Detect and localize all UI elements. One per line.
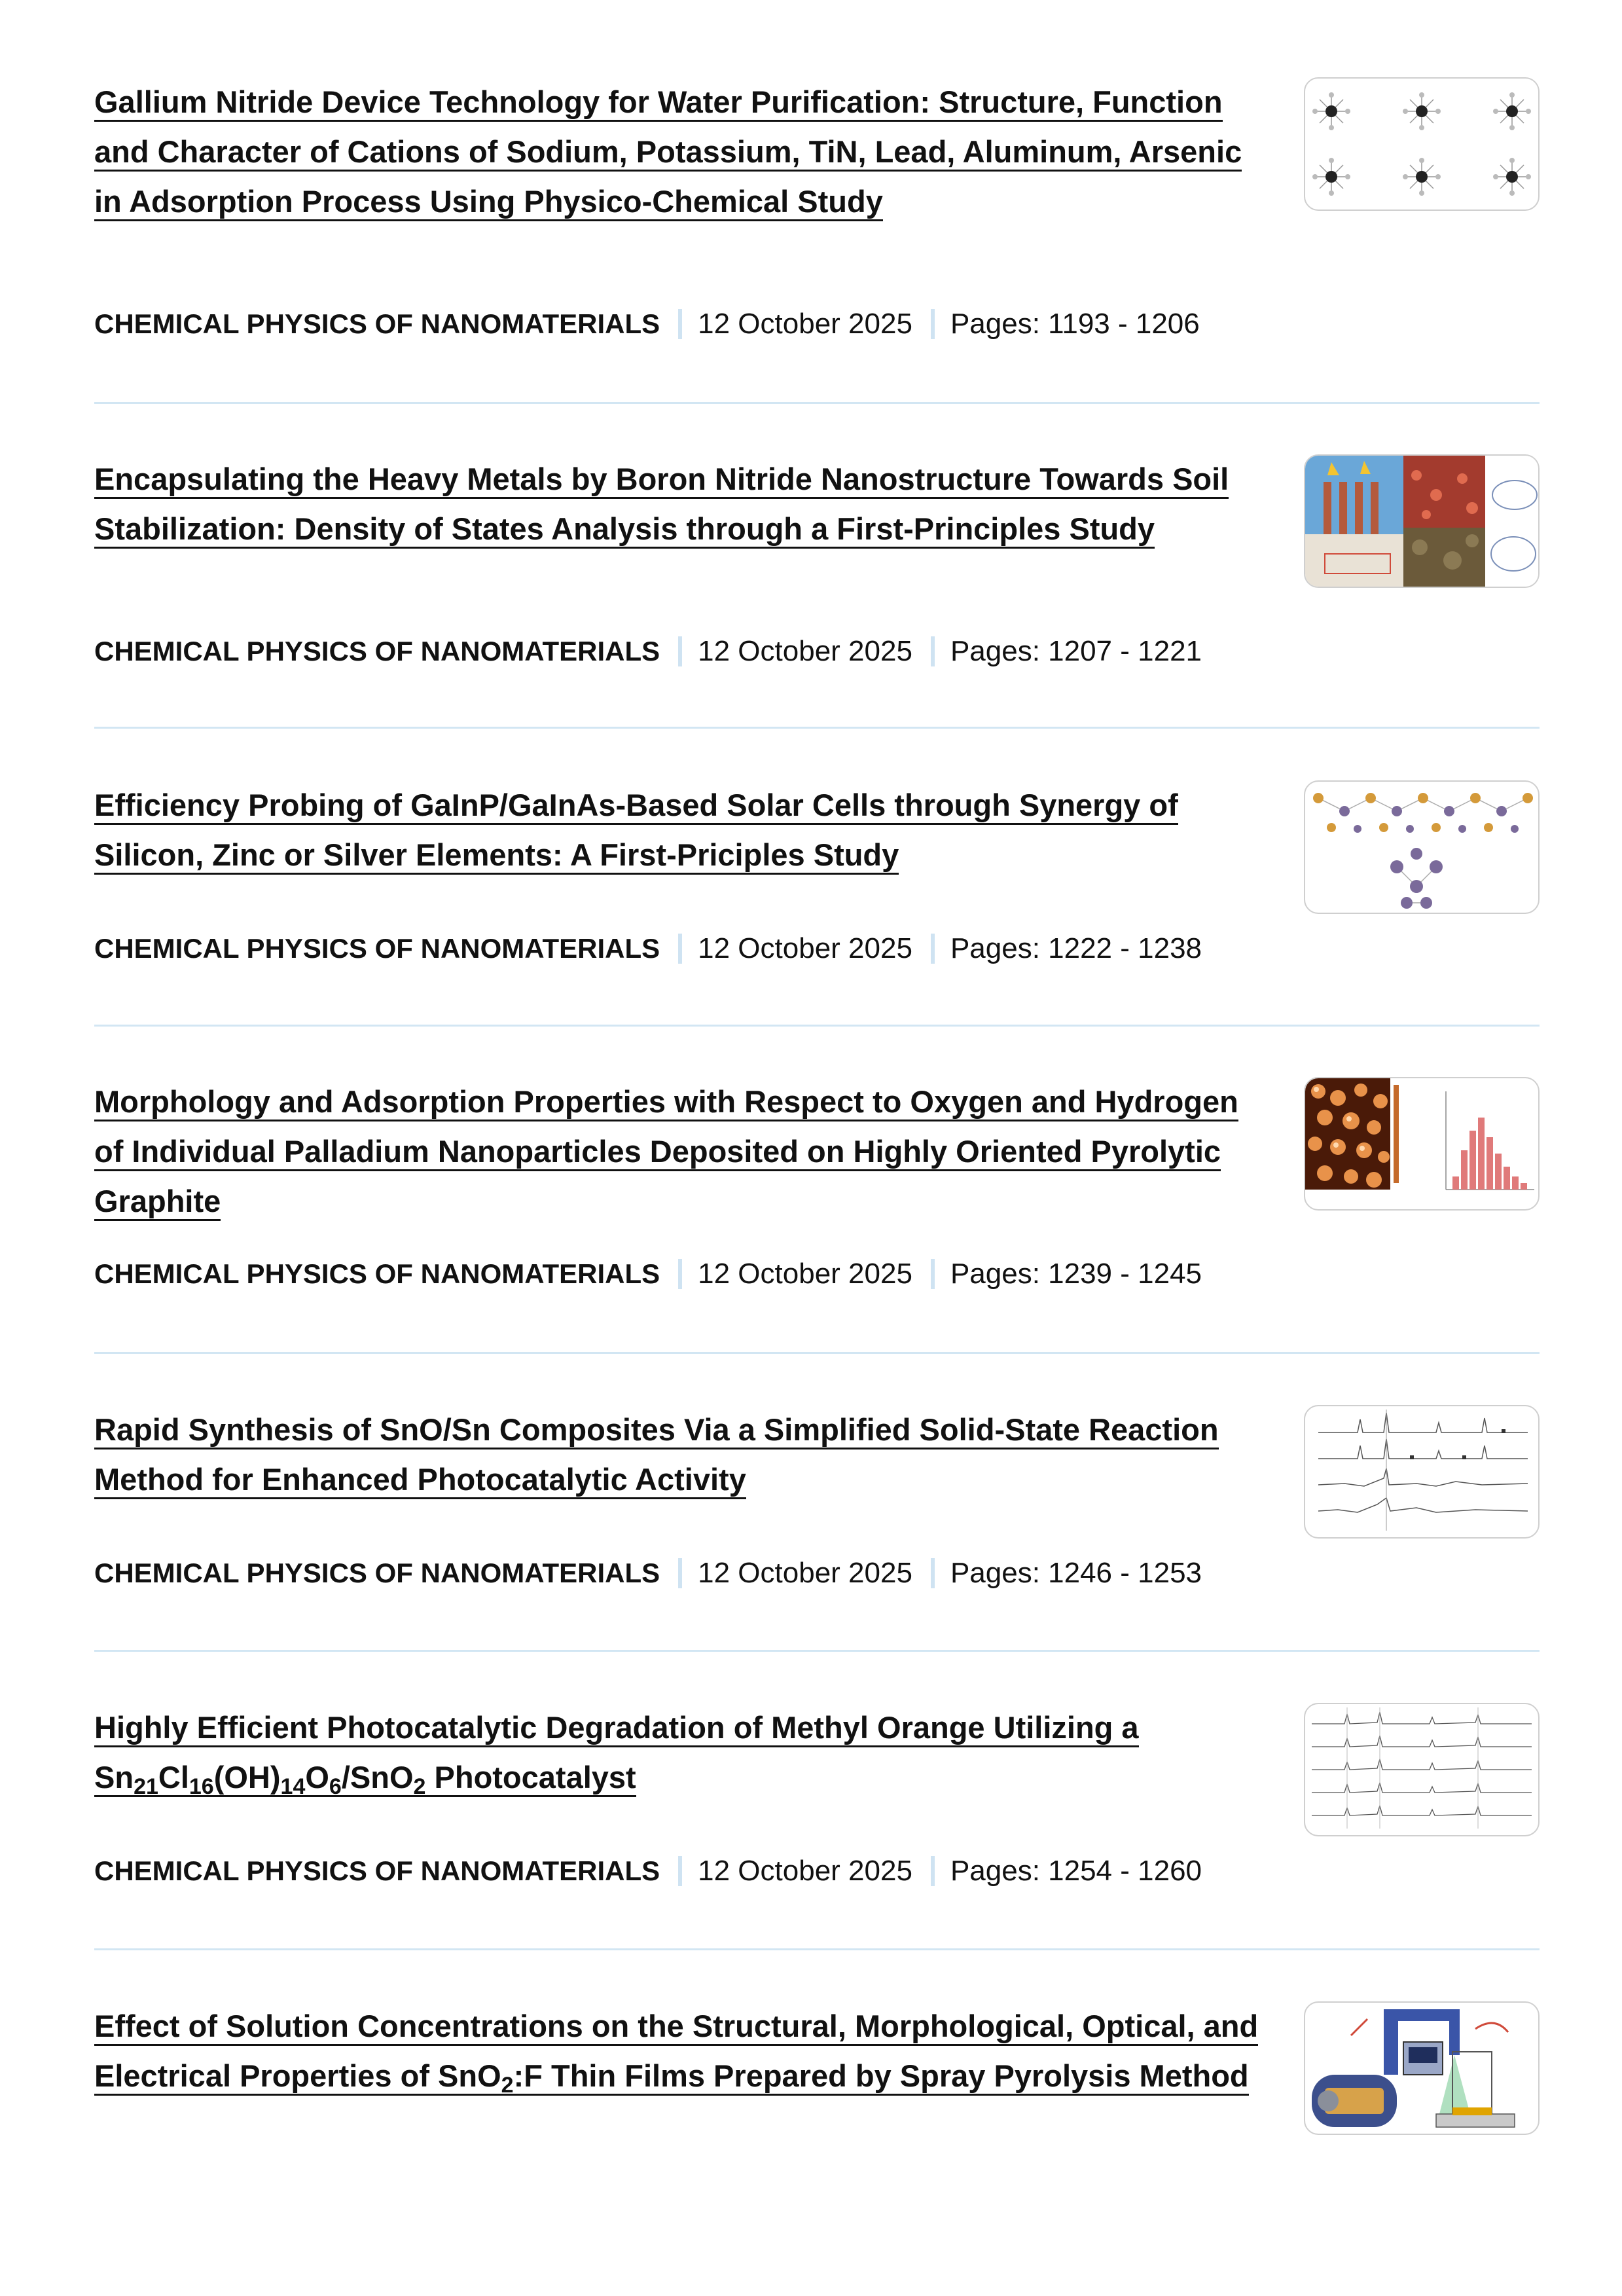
- page-range: Pages: 1254 - 1260: [950, 1855, 1202, 1887]
- article-thumbnail[interactable]: [1304, 1703, 1540, 1836]
- title-subscript: 2: [413, 1774, 426, 1799]
- title-text: Effect of Solution Concentrations on the Structural, Morphological, Optical, and Electrical Properties of SnO: [94, 2009, 1259, 2093]
- journal-name: CHEMICAL PHYSICS OF NANOMATERIALS: [94, 1558, 660, 1588]
- publish-date: 12 October 2025: [698, 932, 912, 964]
- article-item: [94, 1077, 1540, 1300]
- publish-date: 12 October 2025: [698, 308, 912, 340]
- page-range: Pages: 1207 - 1221: [950, 635, 1202, 667]
- article-title-link[interactable]: [94, 2009, 1258, 2096]
- article-item: [94, 77, 1540, 352]
- article-meta: [94, 308, 1200, 340]
- publish-date: 12 October 2025: [698, 635, 912, 667]
- meta-separator: [931, 309, 935, 339]
- article-title[interactable]: [94, 454, 1259, 554]
- publish-date: 12 October 2025: [698, 1557, 912, 1589]
- article-meta: [94, 1855, 1202, 1887]
- title-text: (OH): [213, 1760, 281, 1795]
- xrd-pattern-image: [1305, 1406, 1538, 1537]
- title-text: Photocatalyst: [425, 1760, 636, 1795]
- article-title[interactable]: [94, 1703, 1259, 1802]
- article-divider: [94, 1352, 1540, 1354]
- publish-date: 12 October 2025: [698, 1258, 912, 1290]
- journal-name: CHEMICAL PHYSICS OF NANOMATERIALS: [94, 933, 660, 964]
- title-text: /SnO: [341, 1760, 414, 1795]
- title-subscript: 16: [189, 1774, 214, 1799]
- journal-name: CHEMICAL PHYSICS OF NANOMATERIALS: [94, 1258, 660, 1289]
- molecular-structure-image: [1305, 79, 1538, 210]
- title-subscript: 6: [329, 1774, 342, 1799]
- article-item: [94, 2001, 1540, 2172]
- article-item: [94, 1703, 1540, 1899]
- title-subscript: 14: [280, 1774, 306, 1799]
- publish-date: 12 October 2025: [698, 1855, 912, 1887]
- article-divider: [94, 1650, 1540, 1652]
- article-thumbnail[interactable]: [1304, 1077, 1540, 1211]
- spray-pyrolysis-apparatus-image: [1305, 2003, 1538, 2134]
- article-thumbnail[interactable]: [1304, 454, 1540, 588]
- soil-stabilization-image: [1305, 456, 1538, 587]
- meta-separator: [931, 636, 935, 666]
- article-title[interactable]: [94, 1077, 1259, 1226]
- journal-name: CHEMICAL PHYSICS OF NANOMATERIALS: [94, 308, 660, 339]
- article-thumbnail[interactable]: [1304, 1405, 1540, 1539]
- page-range: Pages: 1193 - 1206: [950, 308, 1200, 340]
- article-divider: [94, 402, 1540, 404]
- article-divider: [94, 727, 1540, 729]
- article-title-link[interactable]: Encapsulating the Heavy Metals by Boron Nitride Nanostructure Towards Soil Stabilization: Density of States Analysis through a First-Principles Study: [94, 462, 1229, 549]
- article-thumbnail[interactable]: [1304, 780, 1540, 914]
- article-title[interactable]: [94, 77, 1259, 227]
- meta-separator: [678, 309, 682, 339]
- article-title-link[interactable]: [94, 1710, 1139, 1797]
- article-thumbnail[interactable]: [1304, 77, 1540, 211]
- page-range: Pages: 1239 - 1245: [950, 1258, 1202, 1290]
- title-text: Sn: [94, 1760, 134, 1795]
- article-item: [94, 454, 1540, 677]
- article-title-link[interactable]: Morphology and Adsorption Properties with Respect to Oxygen and Hydrogen of Individual Palladium Nanoparticles Deposited on Highly Oriented Pyrolytic Graphite: [94, 1084, 1238, 1221]
- meta-separator: [931, 1856, 935, 1886]
- title-subscript: 21: [134, 1774, 158, 1799]
- title-text: Cl: [158, 1760, 189, 1795]
- title-subscript: 2: [501, 2073, 514, 2098]
- article-meta: [94, 1258, 1202, 1290]
- stm-image-histogram-image: [1305, 1078, 1538, 1209]
- article-thumbnail[interactable]: [1304, 2001, 1540, 2135]
- meta-separator: [678, 636, 682, 666]
- article-title[interactable]: [94, 1405, 1259, 1504]
- meta-separator: [678, 934, 682, 964]
- article-item: [94, 780, 1540, 977]
- article-meta: [94, 1557, 1202, 1590]
- title-text: O: [305, 1760, 329, 1795]
- article-title[interactable]: [94, 780, 1259, 880]
- article-divider: [94, 1025, 1540, 1027]
- xrd-patterns-stacked-image: [1305, 1704, 1538, 1835]
- page-range: Pages: 1246 - 1253: [950, 1557, 1202, 1589]
- article-title[interactable]: [94, 2001, 1259, 2101]
- article-title-link[interactable]: Efficiency Probing of GaInP/GaInAs-Based Solar Cells through Synergy of Silicon, Zinc or Silver Elements: A First-Priciples Study: [94, 788, 1178, 875]
- meta-separator: [931, 934, 935, 964]
- article-meta: [94, 932, 1202, 965]
- meta-separator: [678, 1856, 682, 1886]
- article-item: [94, 1405, 1540, 1601]
- meta-separator: [678, 1259, 682, 1289]
- page-range: Pages: 1222 - 1238: [950, 932, 1202, 964]
- article-divider: [94, 1948, 1540, 1950]
- journal-name: CHEMICAL PHYSICS OF NANOMATERIALS: [94, 1855, 660, 1886]
- article-meta: [94, 635, 1202, 668]
- meta-separator: [931, 1259, 935, 1289]
- article-title-link[interactable]: Rapid Synthesis of SnO/Sn Composites Via a Simplified Solid-State Reaction Method for Enhanced Photocatalytic Activity: [94, 1412, 1219, 1499]
- meta-separator: [931, 1558, 935, 1588]
- article-title-link[interactable]: Gallium Nitride Device Technology for Water Purification: Structure, Function and Character of Cations of Sodium, Potassium, TiN, Lead, Aluminum, Arsenic in Adsorption Process Using Physico-Chemical Study: [94, 84, 1242, 221]
- atomic-cluster-image: [1305, 782, 1538, 913]
- title-text: :F Thin Films Prepared by Spray Pyrolysis Method: [513, 2058, 1249, 2093]
- title-text: Highly Efficient Photocatalytic Degradation of Methyl Orange Utilizing a: [94, 1710, 1139, 1745]
- meta-separator: [678, 1558, 682, 1588]
- journal-name: CHEMICAL PHYSICS OF NANOMATERIALS: [94, 636, 660, 666]
